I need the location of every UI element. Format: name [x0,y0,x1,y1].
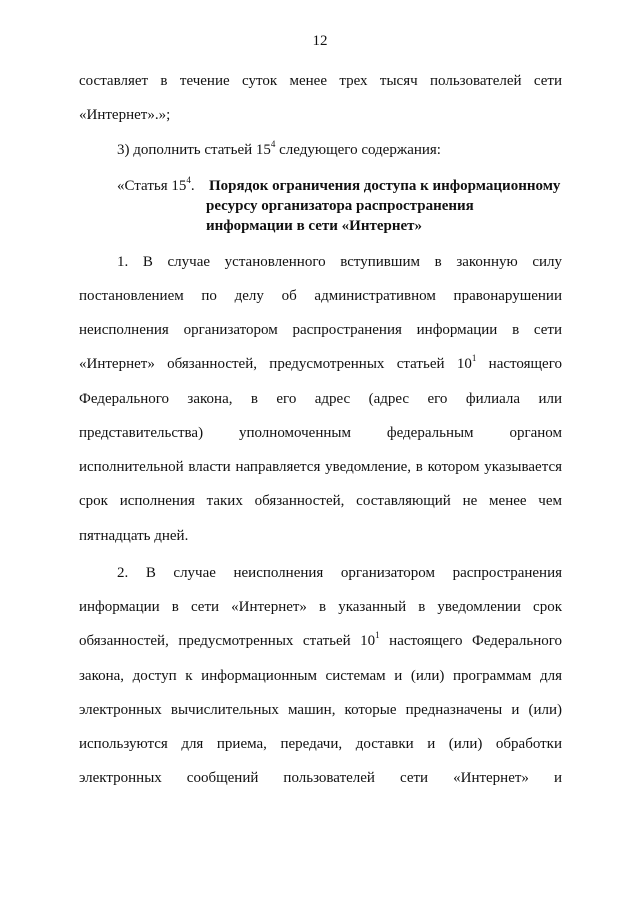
article-label-text: «Статья 15 [117,178,187,194]
article-label-tail: . [190,178,195,194]
paragraph-1-line-1: 1. В случае установленного вступившим в законную силу [117,254,562,270]
article-title-line-2: ресурсу организатора распространения [206,198,474,214]
paragraph-1-line-5: Федерального закона, в его адрес (адрес его филиала или [79,391,562,407]
article-label-sup: 4 [186,175,191,185]
paragraph-2-line-1: 2. В случае неисполнения организатором распространения [117,565,562,581]
paragraph-2-line-3-tail: настоящего Федерального [379,633,562,649]
article-label [117,176,195,196]
paragraph-2-line-2: информации в сети «Интернет» в указанный в уведомлении срок [79,599,562,615]
paragraph-2-line-5: электронных вычислительных машин, которые предназначены и (или) [79,702,562,718]
article-title-line-3: информации в сети «Интернет» [206,218,423,234]
paragraph-1-line-8: срок исполнения таких обязанностей, составляющий не менее чем [79,493,562,509]
paragraph-2-line-3 [79,631,562,651]
paragraph-2-line-7: электронных сообщений пользователей сети «Интернет» и [79,770,562,786]
paragraph-1-line-9: пятнадцать дней. [79,528,189,544]
paragraph-2-line-3-sup: 1 [375,630,380,640]
paragraph-1-line-4-sup: 1 [471,353,477,363]
paragraph-2-line-3-text: обязанностей, предусмотренных статьей 10 [79,633,376,649]
paragraph-1-line-4-tail: настоящего [476,356,562,372]
article-title-line-1: Порядок ограничения доступа к информационному [209,178,561,194]
page-number: 12 [312,33,328,49]
item-3-tail: следующего содержания: [275,142,441,158]
paragraph-1-line-3: неисполнения организатором распространения информации в сети [79,322,562,338]
intro-line-1: составляет в течение суток менее трех тысяч пользователей сети [79,73,562,89]
paragraph-2-line-6: используются для приема, передачи, доставки и (или) обработки [79,736,562,752]
paragraph-2-line-4: закона, доступ к информационным системам и (или) программам для [79,668,562,684]
item-3-text: 3) дополнить статьей 15 [117,142,271,158]
item-3-sup: 4 [270,139,276,149]
paragraph-1-line-7: исполнительной власти направляется уведомление, в котором указывается [79,459,562,475]
paragraph-1-line-2: постановлением по делу об административном правонарушении [79,288,562,304]
paragraph-1-line-4-text: «Интернет» обязанностей, предусмотренных статьей 10 [79,356,472,372]
intro-line-2: «Интернет».»; [79,107,171,123]
paragraph-1-line-4 [79,354,562,374]
item-3 [117,140,562,160]
paragraph-1-line-6: представительства) уполномоченным федеральным органом [79,425,562,441]
